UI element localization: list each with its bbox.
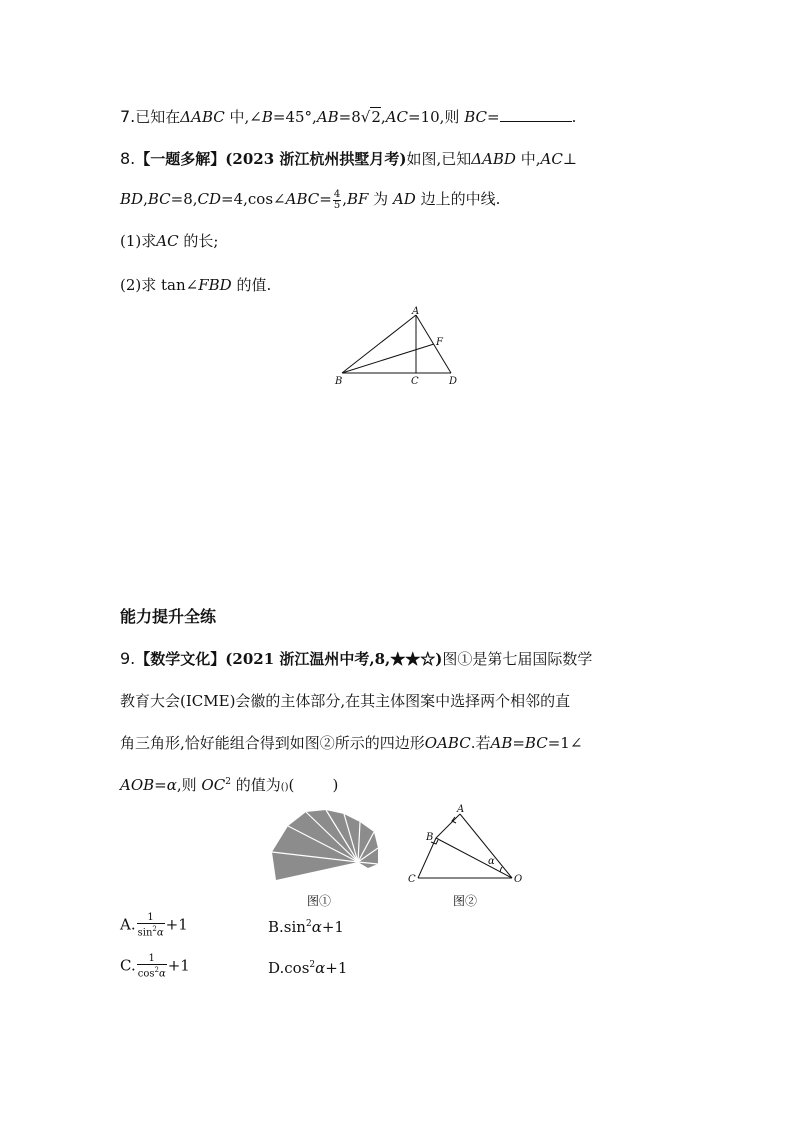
- question-7: 7.已知在ΔABC 中,∠B=45°,AB=8√2,AC=10,则 BC= .: [120, 107, 577, 126]
- label-b: B: [335, 376, 343, 387]
- question-9-line-3: 角三角形,恰好能组合得到如图②所示的四边形OABC.若AB=BC=1∠: [120, 734, 583, 752]
- icme-emblem-figure: [268, 808, 382, 880]
- label-o: O: [514, 874, 523, 885]
- label-d: D: [449, 376, 458, 387]
- label-c: C: [408, 874, 416, 885]
- segment-ab: [436, 814, 460, 838]
- label-alpha: α: [488, 856, 495, 867]
- triangle-abd-figure: [330, 305, 465, 387]
- segment-bf: [342, 344, 434, 373]
- question-number: 8.: [120, 149, 136, 168]
- fraction: $\frac{4}{5}$: [333, 188, 341, 211]
- fraction: $\frac{1}{\cos^2\alpha}$: [137, 953, 166, 980]
- angle-alpha-arc: [500, 867, 502, 872]
- question-number: 9.: [120, 649, 136, 668]
- label-a: A: [412, 306, 420, 317]
- segment-oa: [460, 814, 512, 878]
- answer-blank: [500, 109, 572, 122]
- segment-ob: [436, 838, 512, 878]
- question-source: (2023 浙江杭州拱墅月考): [225, 150, 407, 168]
- figure-2-caption: 图②: [453, 894, 478, 908]
- fraction: $\frac{1}{\sin^2\alpha}$: [137, 912, 164, 939]
- label-b: B: [426, 832, 434, 843]
- label-a: A: [457, 804, 465, 815]
- option-d[interactable]: $D.\cos^2\alpha+1$: [268, 959, 348, 977]
- segment-ab: [342, 315, 416, 373]
- question-9-line-2: 教育大会(ICME)会徽的主体部分,在其主体图案中选择两个相邻的直: [120, 692, 571, 710]
- label-c: C: [411, 376, 419, 387]
- question-source: (2021 浙江温州中考,8,★★☆): [225, 650, 443, 668]
- sqrt-symbol: √: [360, 108, 371, 126]
- option-c[interactable]: C. $\frac{1}{\cos^2\alpha}$ +1: [120, 953, 190, 980]
- question-8-part-1: (1)求AC 的长;: [120, 232, 219, 250]
- question-number: 7.: [120, 107, 136, 126]
- option-b[interactable]: $B.\sin^2\alpha+1$: [268, 918, 344, 936]
- option-a[interactable]: A. $\frac{1}{\sin^2\alpha}$ +1: [120, 912, 188, 939]
- question-8-part-2: (2)求 tan∠FBD 的值.: [120, 276, 272, 294]
- question-tag: 【一题多解】: [135, 150, 226, 168]
- question-8-line-2: BD,BC=8,CD=4,cos∠ABC= $\frac{4}{5}$ ,BF 为 AD 边上的中线.: [120, 188, 501, 211]
- label-f: F: [436, 337, 443, 348]
- quadrilateral-oabc-figure: [402, 802, 528, 886]
- section-heading: 能力提升全练: [120, 607, 217, 626]
- question-8: 8.【一题多解】(2023 浙江杭州拱墅月考)如图,已知ΔABD 中,AC⊥: [120, 149, 577, 168]
- question-9-line-4: AOB=α,则 $OC^2$ 的值为()( ): [120, 776, 339, 794]
- segment-bc: [418, 838, 436, 878]
- figure-1-caption: 图①: [307, 894, 332, 908]
- question-9: 9.【数学文化】(2021 浙江温州中考,8,★★☆)图①是第七届国际数学: [120, 649, 593, 668]
- question-tag: 【数学文化】: [135, 650, 226, 668]
